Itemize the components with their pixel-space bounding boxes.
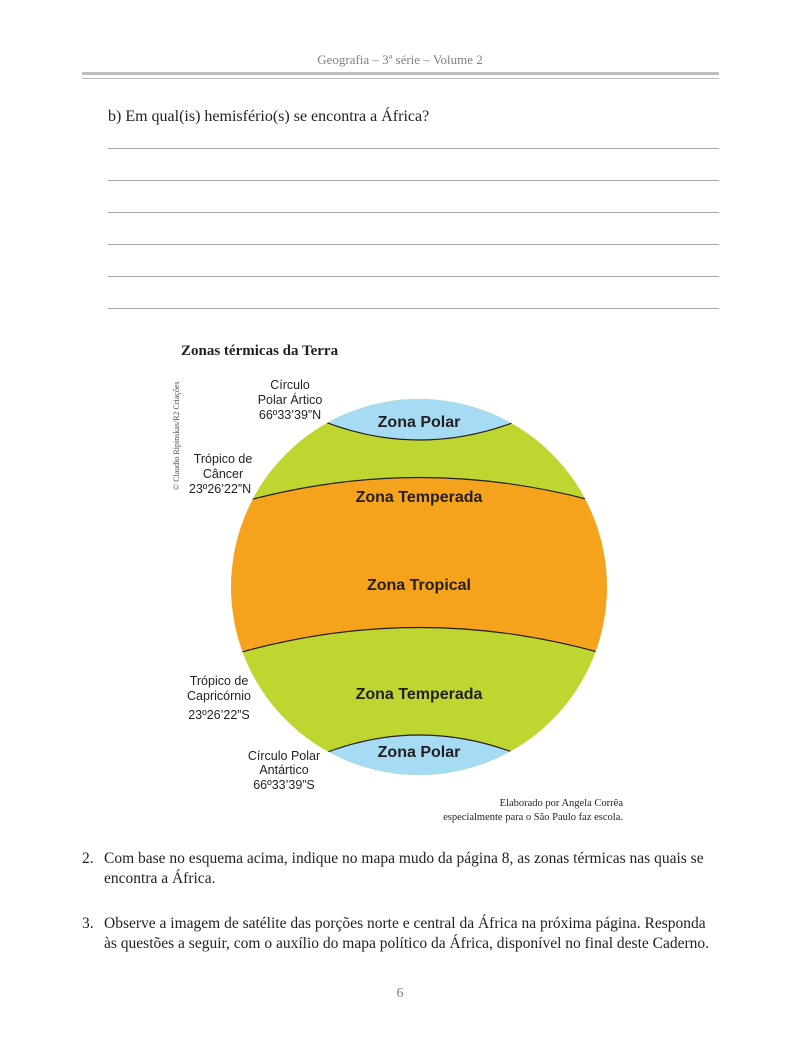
svg-text:23º26’22”N: 23º26’22”N	[188, 482, 252, 496]
svg-text:Trópico de: Trópico de	[193, 452, 253, 466]
svg-text:Polar Ártico: Polar Ártico	[257, 393, 323, 407]
tropic-of-capricorn-label	[187, 674, 251, 722]
exercise-item-2: 2. Com base no esquema acima, indique no mapa mudo da página 8, as zonas térmicas nas quais se encontra a África.	[82, 850, 704, 887]
svg-text:Círculo Polar: Círculo Polar	[247, 749, 321, 763]
svg-text:66º33’39”N: 66º33’39”N	[258, 408, 322, 422]
zone-polar-south-label: Zona Polar	[377, 744, 461, 761]
svg-text:Círculo: Círculo	[270, 378, 310, 392]
zone-temperate-south-label: Zona Temperada	[355, 686, 483, 703]
figure-source: Elaborado por Angela Corrêa especialmente para o São Paulo faz escola.	[443, 798, 623, 823]
tropic-of-cancer-label	[189, 452, 252, 496]
svg-text:Câncer: Câncer	[202, 467, 244, 481]
zone-tropical-label: Zona Tropical	[366, 577, 472, 594]
page-number: 6	[396, 986, 404, 1001]
arctic-circle-label	[258, 378, 323, 422]
zone-temperate-north-label: Zona Temperada	[355, 489, 483, 506]
zone-polar-north-label: Zona Polar	[377, 414, 461, 431]
figure-title: Zonas térmicas da Terra	[181, 343, 339, 359]
exercise-item-3: 3. Observe a imagem de satélite das porções norte e central da África na próxima página. Responda às questões a seguir, com o auxílio do mapa político da África, disponível no final deste Caderno.	[82, 915, 710, 952]
svg-text:23º26’22”S: 23º26’22”S	[188, 708, 250, 722]
question-b: b) Em qual(is) hemisfério(s) se encontra a África?	[108, 108, 430, 125]
svg-text:Capricórnio: Capricórnio	[187, 689, 251, 703]
svg-text:66º33’39”S: 66º33’39”S	[253, 778, 315, 792]
svg-text:Trópico de: Trópico de	[189, 674, 249, 688]
svg-text:Antártico: Antártico	[259, 763, 309, 777]
running-header: Geografia – 3ª série – Volume 2	[317, 52, 483, 67]
antarctic-circle-label	[248, 749, 320, 792]
